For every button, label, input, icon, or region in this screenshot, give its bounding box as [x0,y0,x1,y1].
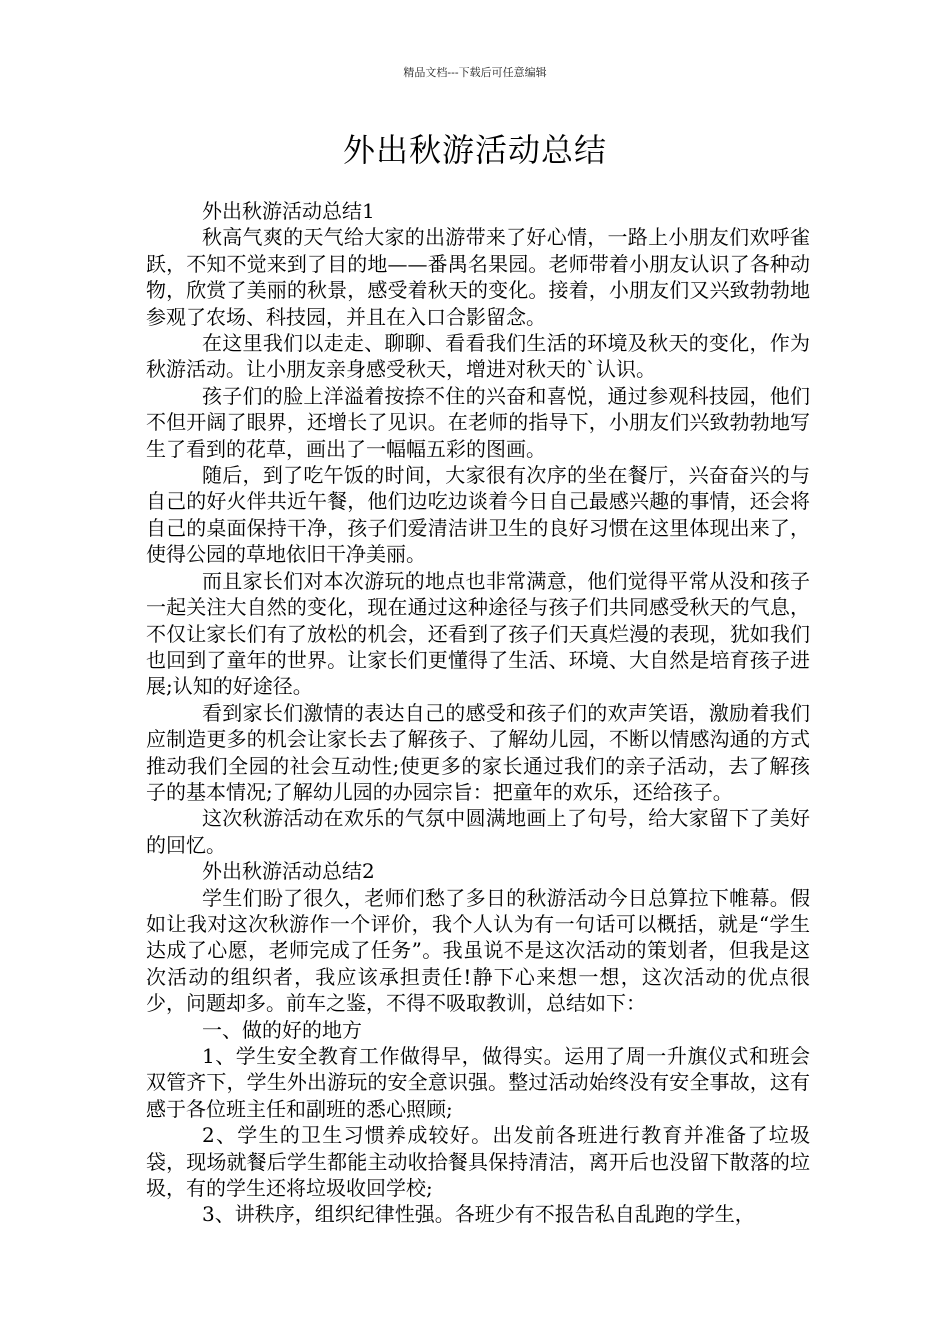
paragraph: 随后，到了吃午饭的时间，大家很有次序的坐在餐厅，兴奋奋兴的与自己的好火伴共近午餐，他们边吃边谈着今日自己最感兴趣的事情，还会将自己的桌面保持干净，孩子们爱清洁讲卫生的良好习惯在这里体现出来了，使得公园的草地依旧干净美丽。 [146,463,810,567]
subsection-heading: 一、做的好的地方 [202,1017,362,1042]
paragraph: 学生们盼了很久，老师们愁了多日的秋游活动今日总算拉下帷幕。假如让我对这次秋游作一个评价，我个人认为有一句话可以概括，就是“学生达成了心愿，老师完成了任务”。我虽说不是这次活动的策划者，但我是这次活动的组织者，我应该承担责任!静下心来想一想，这次活动的优点很少，问题却多。前车之鉴，不得不吸取教训，总结如下： [146,885,810,1016]
paragraph: 看到家长们激情的表达自己的感受和孩子们的欢声笑语，激励着我们应制造更多的机会让家长去了解孩子、了解幼儿园，不断以情感沟通的方式推动我们全园的社会互动性;使更多的家长通过我们的亲子活动，去了解孩子的基本情况;了解幼儿园的办园宗旨：把童年的欢乐，还给孩子。 [146,700,810,804]
paragraph: 而且家长们对本次游玩的地点也非常满意，他们觉得平常从没和孩子一起关注大自然的变化，现在通过这种途径与孩子们共同感受秋天的气息，不仅让家长们有了放松的机会，还看到了孩子们天真烂漫的表现，犹如我们也回到了童年的世界。让家长们更懂得了生活、环境、大自然是培育孩子进展;认知的好途径。 [146,568,810,699]
paragraph: 孩子们的脸上洋溢着按捺不住的兴奋和喜悦，通过参观科技园，他们不但开阔了眼界，还增长了见识。在老师的指导下，小朋友们兴致勃勃地写生了看到的花草，画出了一幅幅五彩的图画。 [146,383,810,461]
document-body [146,198,810,1228]
list-item: 3、讲秩序，组织纪律性强。各班少有不报告私自乱跑的学生， [202,1202,755,1227]
paragraph: 这次秋游活动在欢乐的气氛中圆满地画上了句号，给大家留下了美好的回忆。 [146,806,810,857]
section-heading: 外出秋游活动总结2 [202,859,375,884]
list-item: 2、学生的卫生习惯养成较好。出发前各班进行教育并准备了垃圾袋，现场就餐后学生都能主动收拾餐具保持清洁，离开后也没留下散落的垃圾，有的学生还将垃圾收回学校; [146,1123,810,1201]
section-heading: 外出秋游活动总结1 [202,199,375,223]
document-title: 外出秋游活动总结 [342,131,607,169]
header-note: 精品文档---下载后可任意编辑 [403,66,547,79]
paragraph: 在这里我们以走走、聊聊、看看我们生活的环境及秋天的变化，作为秋游活动。让小朋友亲身感受秋天，增进对秋天的`认识。 [146,331,810,382]
list-item: 1、学生安全教育工作做得早，做得实。运用了周一升旗仪式和班会双管齐下，学生外出游玩的安全意识强。整过活动始终没有安全事故，这有感于各位班主任和副班的悉心照顾; [146,1044,810,1121]
paragraph: 秋高气爽的天气给大家的出游带来了好心情，一路上小朋友们欢呼雀跃，不知不觉来到了目的地——番禺名果园。老师带着小朋友认识了各种动物，欣赏了美丽的秋景，感受着秋天的变化。接着，小朋友们又兴致勃勃地参观了农场、科技园，并且在入口合影留念。 [146,225,810,329]
